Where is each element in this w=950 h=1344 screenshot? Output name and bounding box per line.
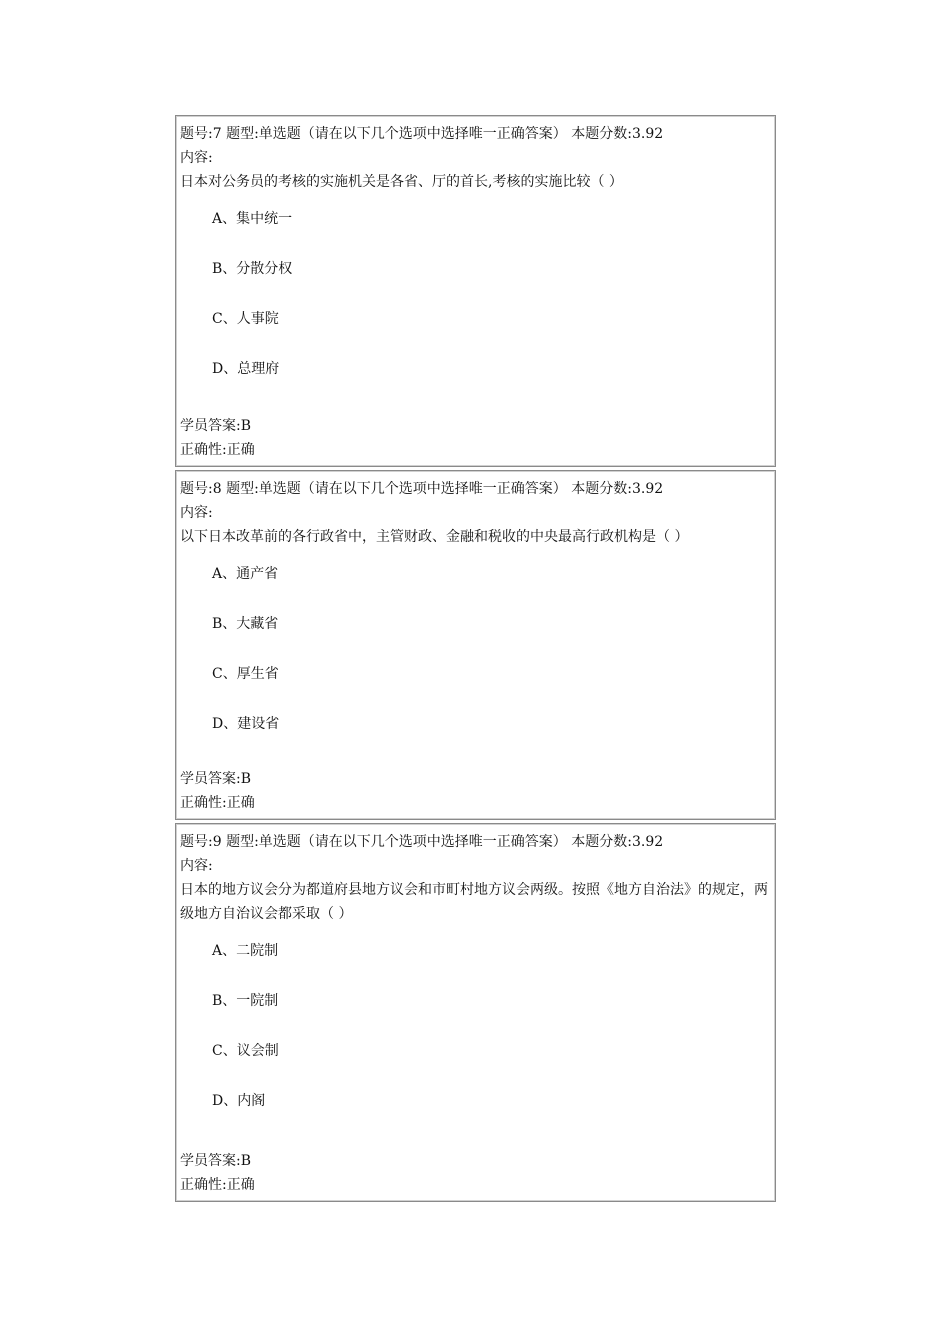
question-header: 题号:9 题型:单选题（请在以下几个选项中选择唯一正确答案） 本题分数:3.92 bbox=[180, 834, 664, 850]
answer-footer bbox=[180, 767, 255, 815]
student-answer: 学员答案:B bbox=[180, 1153, 252, 1169]
question-text: 以下日本改革前的各行政省中，主管财政、金融和税收的中央最高行政机构是（ ） bbox=[180, 529, 689, 545]
content-label: 内容: bbox=[180, 505, 213, 521]
question-block-9 bbox=[175, 823, 776, 1202]
content-label: 内容: bbox=[180, 858, 213, 874]
option-b: B、分散分权 bbox=[212, 261, 293, 277]
option-a: A、二院制 bbox=[212, 943, 279, 959]
question-header: 题号:7 题型:单选题（请在以下几个选项中选择唯一正确答案） 本题分数:3.92 bbox=[180, 126, 664, 142]
option-list bbox=[180, 562, 769, 762]
option-list bbox=[180, 207, 769, 407]
option-a: A、集中统一 bbox=[212, 211, 293, 227]
correctness: 正确性:正确 bbox=[180, 795, 255, 811]
content-label: 内容: bbox=[180, 150, 213, 166]
question-header: 题号:8 题型:单选题（请在以下几个选项中选择唯一正确答案） 本题分数:3.92 bbox=[180, 481, 664, 497]
question-block-7 bbox=[175, 115, 776, 467]
option-a: A、通产省 bbox=[212, 566, 279, 582]
question-text: 日本的地方议会分为都道府县地方议会和市町村地方议会两级。按照《地方自治法》的规定，两级地方自治议会都采取（ ） bbox=[180, 882, 768, 922]
option-c: C、议会制 bbox=[212, 1043, 279, 1059]
correctness: 正确性:正确 bbox=[180, 442, 255, 458]
question-text: 日本对公务员的考核的实施机关是各省、厅的首长,考核的实施比较（ ） bbox=[180, 174, 623, 190]
question-block-8 bbox=[175, 470, 776, 820]
option-list bbox=[180, 939, 769, 1139]
student-answer: 学员答案:B bbox=[180, 771, 252, 787]
question-list bbox=[175, 115, 776, 1202]
option-b: B、大藏省 bbox=[212, 616, 279, 632]
option-d: D、内阁 bbox=[212, 1093, 266, 1109]
option-d: D、总理府 bbox=[212, 361, 280, 377]
option-d: D、建设省 bbox=[212, 716, 280, 732]
option-b: B、一院制 bbox=[212, 993, 279, 1009]
option-c: C、厚生省 bbox=[212, 666, 279, 682]
answer-footer bbox=[180, 414, 255, 462]
student-answer: 学员答案:B bbox=[180, 418, 252, 434]
option-c: C、人事院 bbox=[212, 311, 279, 327]
answer-footer bbox=[180, 1149, 255, 1197]
correctness: 正确性:正确 bbox=[180, 1177, 255, 1193]
